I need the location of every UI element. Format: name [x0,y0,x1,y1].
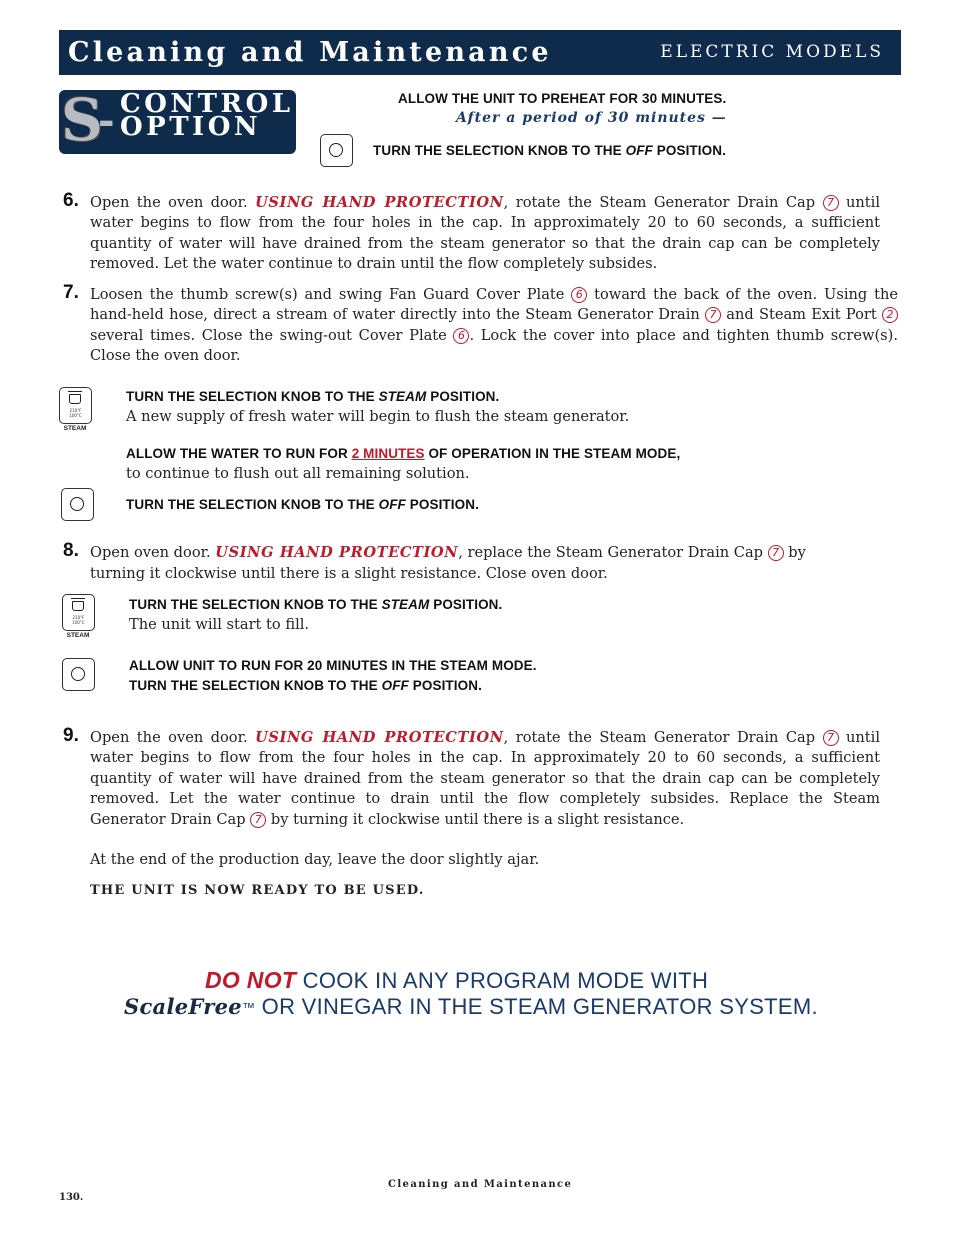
end-of-day-note: At the end of the production day, leave the door slightly ajar. [90,851,540,868]
step6-text: Open the oven door. USING HAND PROTECTION, rotate the Steam Generator Drain Cap 7 until water begins to flow from the four holes in the cap. In approximately 20 to 60 seconds, a sufficient quantity of water will have drained from the steam generator so that the drain cap can be completely removed. Let the water continue to drain until the flow completely subsides. [90,194,881,273]
off-instruction-2: TURN THE SELECTION KNOB TO THE OFF POSITION. [126,497,479,512]
page-title: Cleaning and Maintenance [68,37,552,68]
step7-text: Loosen the thumb screw(s) and swing Fan Guard Cover Plate 6 toward the back of the oven. Using the hand-held hose, direct a stream of water directly into the Steam Generator Drain 7 and Steam Exit Port 2 several times. Close the swing-out Cover Plate 6 . Lock the cover into place and tighten thumb screw(s). Close the oven door. [90,286,898,365]
run-20-instruction: ALLOW UNIT TO RUN FOR 20 MINUTES IN THE STEAM MODE. [129,658,537,673]
after-period: After a period of 30 minutes — [456,110,727,126]
ref-7-icon: 7 [250,812,266,828]
step8-line2: turning it clockwise until there is a slight resistance. Close oven door. [90,565,608,582]
ref-7-icon: 7 [705,307,721,323]
steam-instruction-1: TURN THE SELECTION KNOB TO THE STEAM POSITION. [126,389,500,404]
preheat-instruction: ALLOW THE UNIT TO PREHEAT FOR 30 MINUTES. [398,91,727,106]
ref-7-icon: 7 [768,545,784,561]
ref-6-icon: 6 [453,328,469,344]
steam-icon-label: STEAM [66,632,90,639]
off-knob-icon [320,134,353,167]
allow-water-instruction: ALLOW THE WATER TO RUN FOR 2 MINUTES OF OPERATION IN THE STEAM MODE, [126,446,681,461]
step-number: 9. [63,725,79,746]
badge-letter: S [61,86,103,154]
ref-7-icon: 7 [823,730,839,746]
warning-line2: ScaleFree™ OR VINEGAR IN THE STEAM GENERATOR SYSTEM. [124,994,818,1019]
steam-icon-label: STEAM [63,425,87,432]
badge-line1: CONTROL [120,89,294,119]
off-knob-icon [62,658,95,691]
step-number: 8. [63,540,79,561]
off-instruction-1: TURN THE SELECTION KNOB TO THE OFF POSITION. [373,143,726,158]
steam-knob-icon: 210°F 100°C [59,387,92,424]
step9-text: Open the oven door. USING HAND PROTECTION, rotate the Steam Generator Drain Cap 7 until water begins to flow from the four holes in the cap. In approximately 20 to 60 seconds, a sufficient quantity of water will have drained from the steam generator so that the drain cap can be completely removed. Let the water continue to drain until the flow completely subsides. Replace the Steam Generator Drain Cap 7 by turning it clockwise until there is a slight resistance. [90,729,881,828]
ref-6-icon: 6 [571,287,587,303]
ready-note: THE UNIT IS NOW READY TO BE USED. [90,883,425,898]
steam-knob-icon: 210°F 100°C [62,594,95,631]
ref-7-icon: 7 [823,195,839,211]
warning-line1: DO NOT COOK IN ANY PROGRAM MODE WITH [205,967,709,993]
step8-line1: Open oven door. USING HAND PROTECTION, replace the Steam Generator Drain Cap 7 by [90,544,806,561]
fill-note: The unit will start to fill. [129,616,310,633]
flush-note: A new supply of fresh water will begin to flush the steam generator. [126,408,630,425]
ref-2-icon: 2 [882,307,898,323]
badge-line2: OPTION [120,112,262,142]
page-number: 130. [59,1192,84,1203]
page-subtitle: ELECTRIC MODELS [660,42,884,62]
off-instruction-3: TURN THE SELECTION KNOB TO THE OFF POSITION. [129,678,482,693]
flush-continue: to continue to flush out all remaining solution. [126,465,470,482]
off-knob-icon [61,488,94,521]
steam-instruction-2: TURN THE SELECTION KNOB TO THE STEAM POSITION. [129,597,503,612]
footer-section: Cleaning and Maintenance [388,1179,573,1190]
two-minutes-link[interactable]: 2 MINUTES [351,446,425,461]
step-number: 6. [63,190,79,211]
badge-dash: - [98,97,115,144]
step-number: 7. [63,282,79,303]
